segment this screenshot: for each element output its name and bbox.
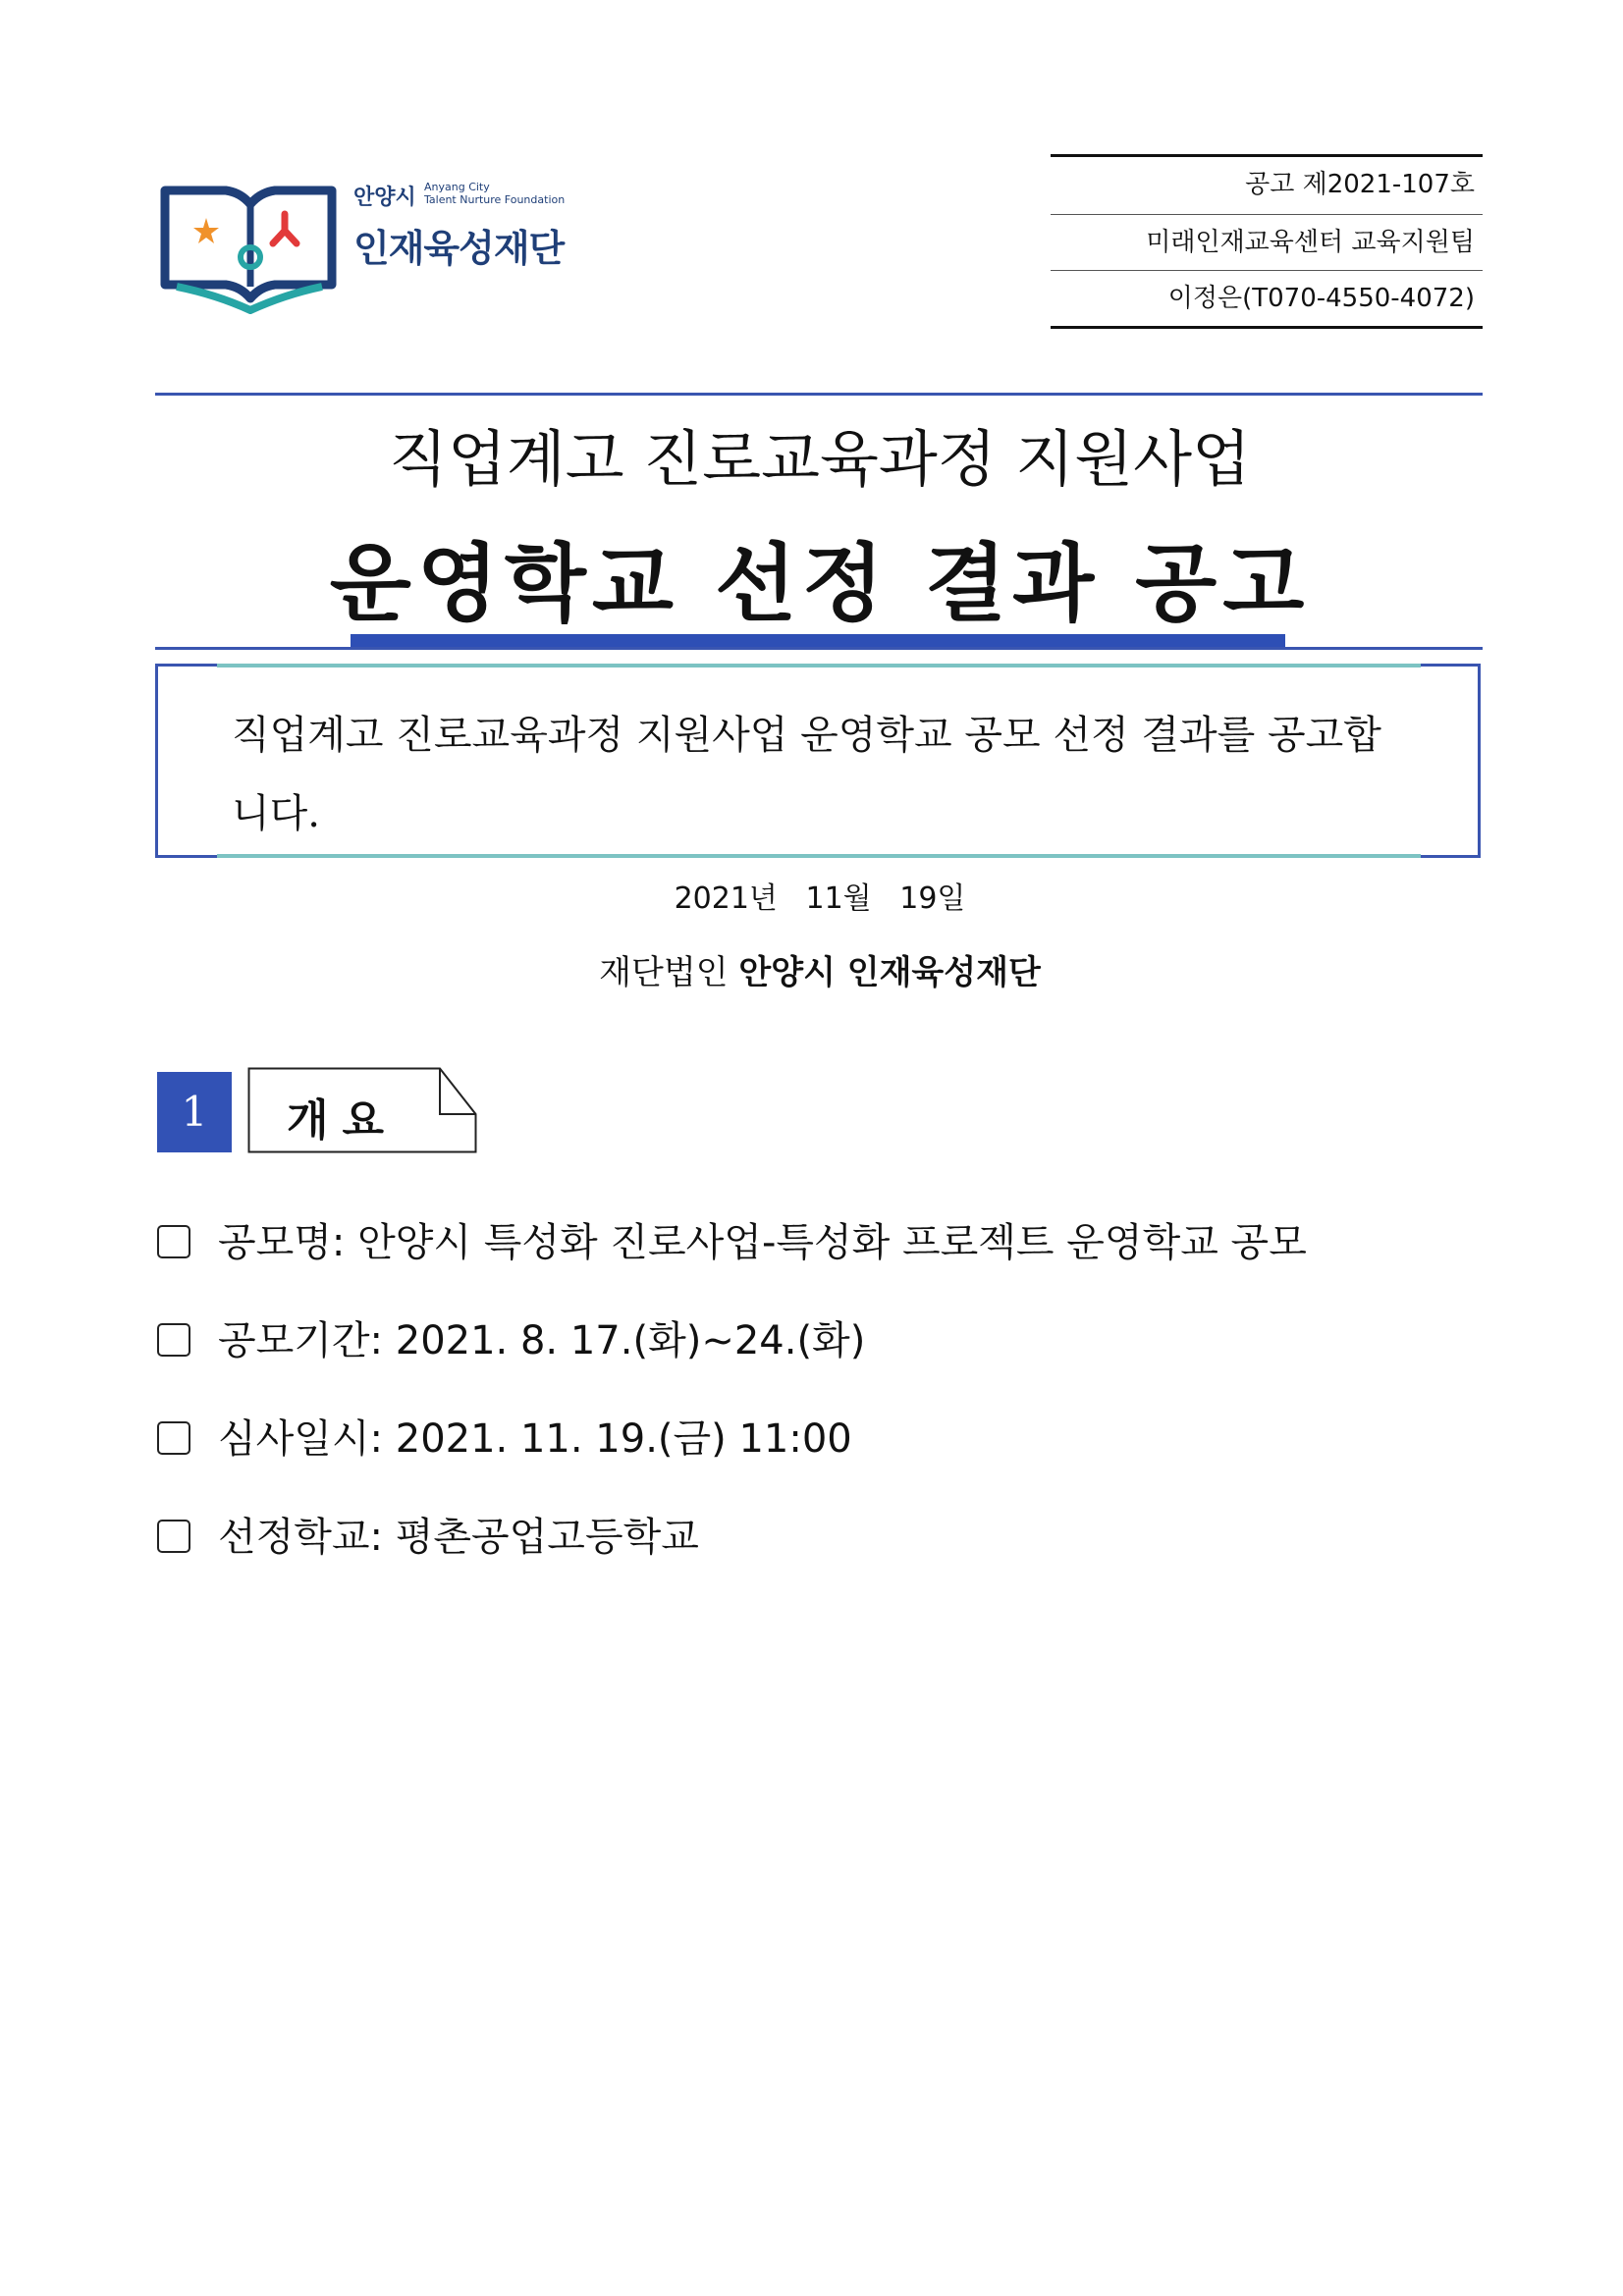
logo-city-en: Anyang City [424, 181, 490, 193]
org-prefix: 재단법인 [599, 953, 729, 992]
notice-text: 직업계고 진로교육과정 지원사업 운영학교 공모 선정 결과를 공고합니다. [232, 713, 1381, 836]
logo-foundation-text: 인재육성재단 [353, 227, 565, 270]
checkbox-icon [157, 1225, 190, 1258]
notice-teal-bottom [217, 854, 1421, 858]
notice-teal-top [217, 664, 1421, 667]
org-name: 안양시 인재육성재단 [738, 953, 1041, 992]
item-text: 공모명: 안양시 특성화 진로사업-특성화 프로젝트 운영학교 공모 [218, 1220, 1307, 1265]
section-title: 개요 [287, 1095, 399, 1146]
title-bottom-rule [155, 647, 1483, 650]
department: 미래인재교육센터 교육지원팀 [1051, 215, 1483, 271]
checkbox-icon [157, 1520, 190, 1553]
title-top-rule [155, 393, 1483, 396]
title-line-1: 직업계고 진로교육과정 지원사업 [389, 423, 1251, 495]
foundation-logo [157, 177, 589, 314]
section-title-box [247, 1067, 477, 1153]
section-number: 1 [157, 1072, 232, 1152]
title-accent-bar [351, 634, 1285, 647]
item-text: 심사일시: 2021. 11. 19.(금) 11:00 [218, 1416, 852, 1462]
checkbox-icon [157, 1421, 190, 1455]
logo-foundation-en: Talent Nurture Foundation [424, 193, 566, 206]
notice-number: 공고 제2021-107호 [1051, 154, 1483, 215]
checkbox-icon [157, 1323, 190, 1357]
book-logo-icon [157, 177, 344, 314]
notice-date: 2021년 11월 19일 [674, 881, 966, 916]
issuing-organization [157, 945, 1483, 993]
notice-box [155, 664, 1481, 858]
item-text: 공모기간: 2021. 8. 17.(화)~24.(화) [218, 1318, 866, 1363]
logo-city-en-text [424, 181, 565, 206]
notice-info-box [1051, 154, 1483, 329]
logo-city-text: 안양시 [353, 186, 416, 210]
title-line-2: 운영학교 선정 결과 공고 [329, 535, 1311, 633]
item-text: 선정학교: 평촌공업고등학교 [218, 1515, 699, 1560]
contact: 이정은(T070-4550-4072) [1051, 271, 1483, 329]
